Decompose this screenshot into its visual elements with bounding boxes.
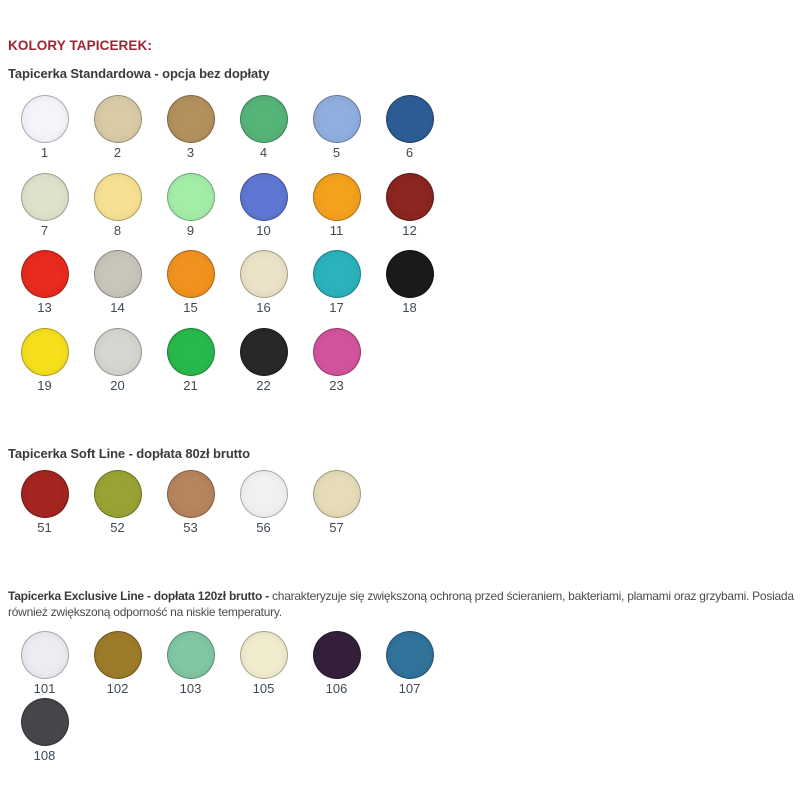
swatch-56-number: 56 [256,519,271,535]
page-title: KOLORY TAPICEREK: [8,38,152,53]
swatch-51 [8,470,81,535]
swatch-23 [300,328,373,393]
exclusive-line-description-text: charakteryzuje się zwiększoną ochroną przed ścieraniem, bakteriami, plamami oraz grzybami. Posiada również zwiększoną odporność na niskie temperatury. [8,588,794,619]
swatch-16-number: 16 [256,300,271,315]
swatch-3-number: 3 [186,145,195,160]
swatch-5 [300,95,373,160]
swatch-57-color [313,470,361,518]
soft-line-section-heading: Tapicerka Soft Line - dopłata 80zł brutto [8,445,250,461]
swatch-16 [227,250,300,315]
swatch-105-color [240,631,288,679]
swatch-15 [154,250,227,315]
swatch-20-color [94,328,142,376]
swatch-106-number: 106 [325,680,348,696]
swatch-18 [373,250,446,315]
swatch-52-number: 52 [110,519,125,535]
swatch-19 [8,328,81,393]
swatch-102 [81,631,154,696]
swatch-22-color [240,328,288,376]
swatch-2-color [94,95,142,143]
swatch-56 [227,470,300,535]
swatch-52 [81,470,154,535]
swatch-53 [154,470,227,535]
swatch-106 [300,631,373,696]
section-soft-line [8,446,792,535]
swatch-17 [300,250,373,315]
swatch-3-color [167,95,215,143]
swatch-101-number: 101 [33,680,56,696]
swatch-19-color [21,328,69,376]
swatch-9-number: 9 [186,222,195,238]
swatch-20-number: 20 [110,377,125,393]
swatch-102-number: 102 [106,680,129,696]
swatch-1-number: 1 [40,145,49,160]
swatch-12 [373,173,446,238]
swatch-4-color [240,95,288,143]
swatch-20 [81,328,154,393]
swatch-7-number: 7 [40,222,49,238]
exclusive-line-description [8,588,794,620]
swatch-18-number: 18 [402,300,417,315]
swatch-6-number: 6 [405,145,414,160]
swatch-9 [154,173,227,238]
swatch-21 [154,328,227,393]
swatch-108 [8,698,81,763]
swatch-15-number: 15 [183,300,198,315]
swatch-101 [8,631,81,696]
swatch-10-number: 10 [256,222,271,238]
swatch-2-number: 2 [113,145,122,160]
swatch-1 [8,95,81,160]
exclusive-line-row-2 [8,698,792,763]
swatch-108-color [21,698,69,746]
standard-row-4 [8,328,792,393]
swatch-13-number: 13 [37,300,52,315]
swatch-1-color [21,95,69,143]
swatch-11-color [313,173,361,221]
swatch-8-color [94,173,142,221]
swatch-6 [373,95,446,160]
swatch-5-color [313,95,361,143]
swatch-106-color [313,631,361,679]
swatch-10 [227,173,300,238]
swatch-107-number: 107 [398,680,421,696]
standard-row-3 [8,250,792,315]
swatch-14 [81,250,154,315]
swatch-8 [81,173,154,238]
swatch-105 [227,631,300,696]
section-standard [8,66,792,393]
swatch-107-color [386,631,434,679]
swatch-3 [154,95,227,160]
swatch-4 [227,95,300,160]
swatch-17-number: 17 [329,300,344,315]
swatch-22-number: 22 [256,377,271,393]
standard-row-1 [8,95,792,160]
swatch-19-number: 19 [37,377,52,393]
swatch-103-color [167,631,215,679]
swatch-12-color [386,173,434,221]
swatch-9-color [167,173,215,221]
swatch-7 [8,173,81,238]
swatch-14-color [94,250,142,298]
swatch-52-color [94,470,142,518]
swatch-23-color [313,328,361,376]
standard-section-heading: Tapicerka Standardowa - opcja bez dopłaty [8,66,270,81]
swatch-6-color [386,95,434,143]
swatch-17-color [313,250,361,298]
swatch-21-number: 21 [183,377,198,393]
swatch-2 [81,95,154,160]
swatch-5-number: 5 [332,145,341,160]
swatch-102-color [94,631,142,679]
swatch-10-color [240,173,288,221]
swatch-7-color [21,173,69,221]
swatch-108-number: 108 [33,747,56,763]
swatch-18-color [386,250,434,298]
swatch-8-number: 8 [113,222,122,238]
swatch-23-number: 23 [329,377,344,393]
standard-row-2 [8,173,792,238]
swatch-53-color [167,470,215,518]
swatch-16-color [240,250,288,298]
soft-line-row [8,470,792,535]
swatch-103 [154,631,227,696]
swatch-13-color [21,250,69,298]
section-exclusive-line [8,588,792,763]
swatch-11-number: 11 [329,222,344,238]
swatch-11 [300,173,373,238]
swatch-12-number: 12 [402,222,417,238]
swatch-53-number: 53 [183,519,198,535]
swatch-13 [8,250,81,315]
swatch-107 [373,631,446,696]
swatch-57 [300,470,373,535]
exclusive-line-heading: Tapicerka Exclusive Line - dopłata 120zł brutto - [8,588,273,603]
swatch-51-number: 51 [37,519,52,535]
swatch-4-number: 4 [259,145,268,160]
exclusive-line-row-1 [8,631,792,696]
swatch-105-number: 105 [252,680,275,696]
swatch-103-number: 103 [179,680,202,696]
swatch-21-color [167,328,215,376]
swatch-51-color [21,470,69,518]
swatch-57-number: 57 [329,519,344,535]
swatch-14-number: 14 [110,300,125,315]
swatch-56-color [240,470,288,518]
swatch-15-color [167,250,215,298]
swatch-22 [227,328,300,393]
swatch-101-color [21,631,69,679]
